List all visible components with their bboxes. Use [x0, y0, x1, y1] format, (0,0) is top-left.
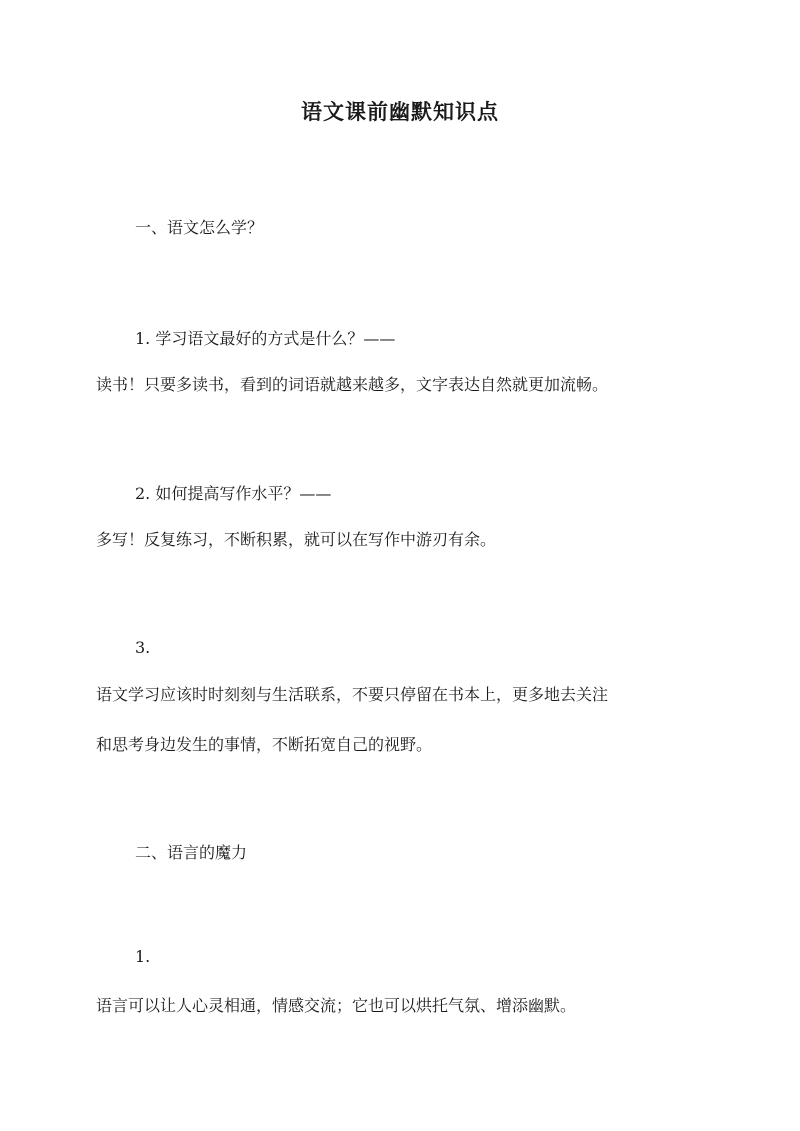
document-title: 语文课前幽默知识点: [301, 99, 499, 124]
section1-heading: 一、语文怎么学？: [135, 218, 264, 237]
section1-q1-question: 1. 学习语文最好的方式是什么？——: [135, 329, 396, 348]
section2-heading: 二、语言的魔力: [135, 843, 248, 862]
section2-q1-number: 1.: [135, 947, 151, 966]
section2-q1-answer: 语言可以让人心灵相通，情感交流；它也可以烘托气氛、增添幽默。: [96, 996, 577, 1015]
section1-q3-answer-line1: 语文学习应该时时刻刻与生活联系，不要只停留在书本上，更多地去关注: [96, 685, 609, 704]
section1-q3-answer-line2: 和思考身边发生的事情，不断拓宽自己的视野。: [96, 735, 433, 754]
section1-q1-answer: 读书！只要多读书，看到的词语就越来越多，文字表达自然就更加流畅。: [96, 375, 609, 394]
section1-q3-number: 3.: [135, 638, 151, 657]
section1-q2-answer: 多写！反复练习，不断积累，就可以在写作中游刃有余。: [96, 530, 497, 549]
section1-q2-question: 2. 如何提高写作水平？——: [135, 484, 332, 503]
